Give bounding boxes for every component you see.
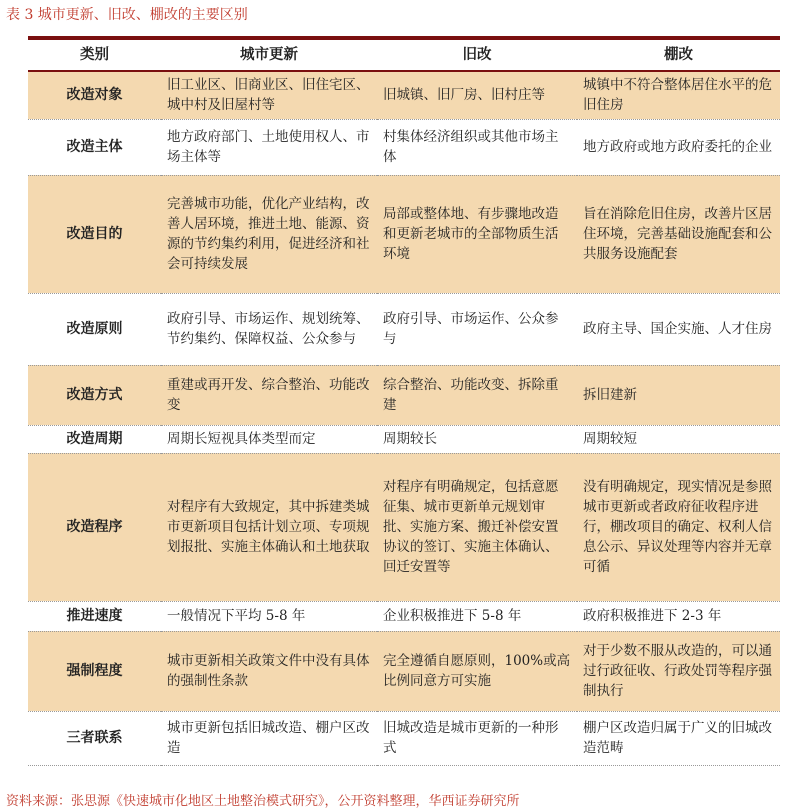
cell-shanty-renovation: 政府积极推进下 2-3 年 xyxy=(577,601,780,631)
source-note: 资料来源：张思源《快速城市化地区土地整治模式研究》，公开资料整理，华西证券研究所 xyxy=(6,794,520,809)
table-row xyxy=(28,71,780,119)
cell-urban-renewal: 重建或再开发、综合整治、功能改变 xyxy=(161,365,377,425)
cell-old-renovation: 村集体经济组织或其他市场主体 xyxy=(377,119,577,175)
cell-shanty-renovation: 拆旧建新 xyxy=(577,365,780,425)
table-row xyxy=(28,175,780,293)
header-urban-renewal: 城市更新 xyxy=(161,40,377,71)
row-category: 改造主体 xyxy=(28,119,161,175)
header-old-renovation: 旧改 xyxy=(377,40,577,71)
table-row xyxy=(28,711,780,765)
table-row xyxy=(28,453,780,601)
comparison-table xyxy=(28,40,780,766)
row-category: 改造原则 xyxy=(28,293,161,365)
cell-urban-renewal: 旧工业区、旧商业区、旧住宅区、城中村及旧屋村等 xyxy=(161,71,377,119)
cell-urban-renewal: 城市更新包括旧城改造、棚户区改造 xyxy=(161,711,377,765)
header-shanty-renovation: 棚改 xyxy=(577,40,780,71)
cell-shanty-renovation: 周期较短 xyxy=(577,425,780,453)
table-row xyxy=(28,631,780,711)
table-row xyxy=(28,425,780,453)
cell-shanty-renovation: 旨在消除危旧住房，改善片区居住环境，完善基础设施配套和公共服务设施配套 xyxy=(577,175,780,293)
table-row xyxy=(28,293,780,365)
cell-old-renovation: 企业积极推进下 5-8 年 xyxy=(377,601,577,631)
cell-shanty-renovation: 政府主导、国企实施、人才住房 xyxy=(577,293,780,365)
cell-shanty-renovation: 没有明确规定，现实情况是参照城市更新或者政府征收程序进行，棚改项目的确定、权利人信息公示、异议处理等内容并无章可循 xyxy=(577,453,780,601)
cell-urban-renewal: 一般情况下平均 5-8 年 xyxy=(161,601,377,631)
cell-old-renovation: 综合整治、功能改变、拆除重建 xyxy=(377,365,577,425)
cell-urban-renewal: 完善城市功能，优化产业结构，改善人居环境，推进土地、能源、资源的节约集约利用，促进经济和社会可持续发展 xyxy=(161,175,377,293)
table-row xyxy=(28,365,780,425)
cell-shanty-renovation: 城镇中不符合整体居住水平的危旧住房 xyxy=(577,71,780,119)
row-category: 改造周期 xyxy=(28,425,161,453)
table-row xyxy=(28,119,780,175)
row-category: 改造对象 xyxy=(28,71,161,119)
table-caption: 表 3 城市更新、旧改、棚改的主要区别 xyxy=(6,7,248,23)
cell-urban-renewal: 周期长短视具体类型而定 xyxy=(161,425,377,453)
cell-shanty-renovation: 地方政府或地方政府委托的企业 xyxy=(577,119,780,175)
row-category: 强制程度 xyxy=(28,631,161,711)
cell-old-renovation: 旧城改造是城市更新的一种形式 xyxy=(377,711,577,765)
table-header-row xyxy=(28,40,780,71)
cell-urban-renewal: 政府引导、市场运作、规划统筹、节约集约、保障权益、公众参与 xyxy=(161,293,377,365)
table-row xyxy=(28,601,780,631)
cell-urban-renewal: 对程序有大致规定，其中拆建类城市更新项目包括计划立项、专项规划报批、实施主体确认和土地获取 xyxy=(161,453,377,601)
cell-old-renovation: 周期较长 xyxy=(377,425,577,453)
cell-old-renovation: 对程序有明确规定，包括意愿征集、城市更新单元规划审批、实施方案、搬迁补偿安置协议的签订、实施主体确认、回迁安置等 xyxy=(377,453,577,601)
cell-shanty-renovation: 棚户区改造归属于广义的旧城改造范畴 xyxy=(577,711,780,765)
row-category: 改造方式 xyxy=(28,365,161,425)
header-category: 类别 xyxy=(28,40,161,71)
cell-old-renovation: 完全遵循自愿原则，100%或高比例同意方可实施 xyxy=(377,631,577,711)
cell-urban-renewal: 地方政府部门、土地使用权人、市场主体等 xyxy=(161,119,377,175)
cell-old-renovation: 局部或整体地、有步骤地改造和更新老城市的全部物质生活环境 xyxy=(377,175,577,293)
cell-urban-renewal: 城市更新相关政策文件中没有具体的强制性条款 xyxy=(161,631,377,711)
cell-shanty-renovation: 对于少数不服从改造的，可以通过行政征收、行政处罚等程序强制执行 xyxy=(577,631,780,711)
cell-old-renovation: 政府引导、市场运作、公众参与 xyxy=(377,293,577,365)
row-category: 改造目的 xyxy=(28,175,161,293)
cell-old-renovation: 旧城镇、旧厂房、旧村庄等 xyxy=(377,71,577,119)
row-category: 推进速度 xyxy=(28,601,161,631)
row-category: 三者联系 xyxy=(28,711,161,765)
row-category: 改造程序 xyxy=(28,453,161,601)
